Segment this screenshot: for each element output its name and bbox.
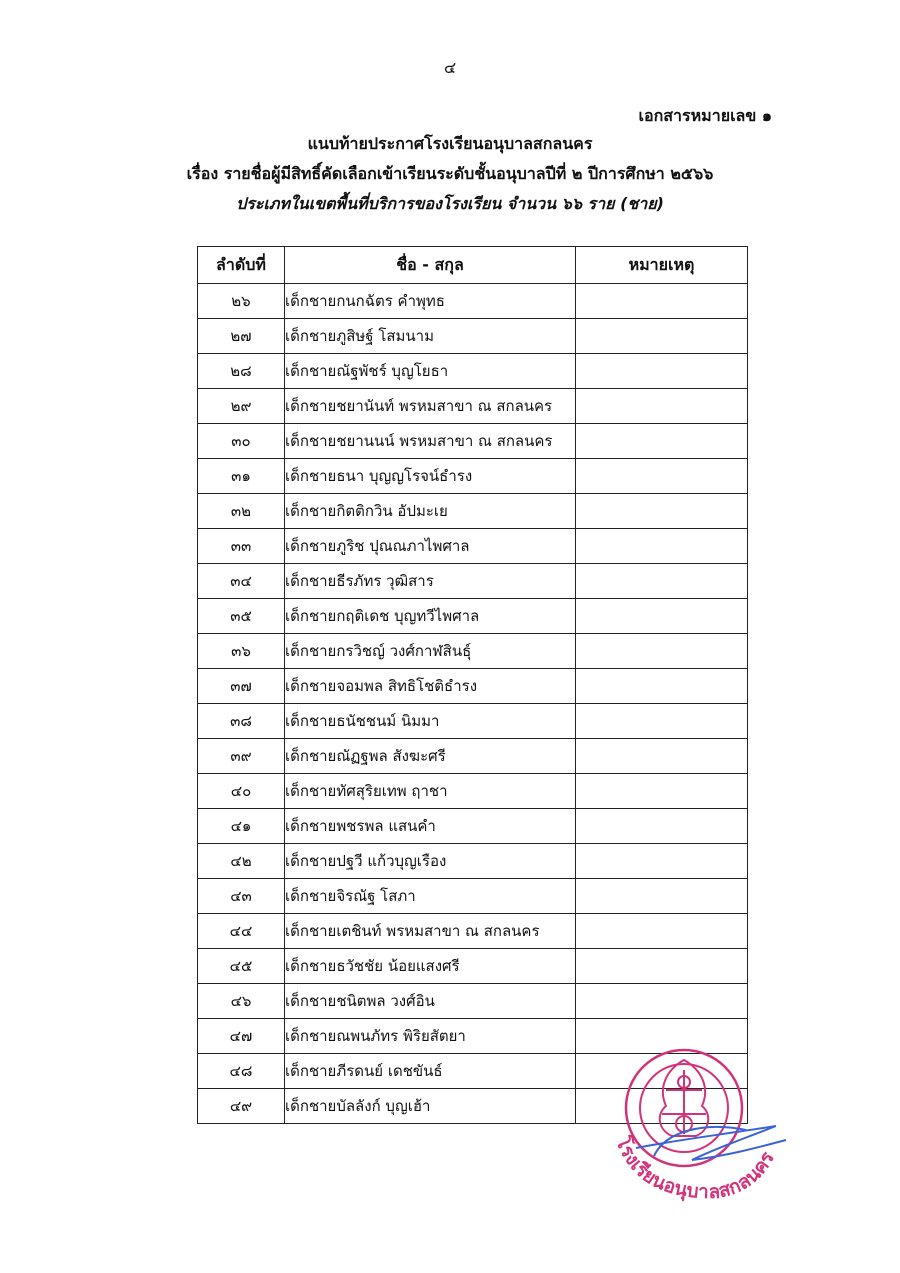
- table-row: [198, 599, 748, 634]
- row-note: [576, 389, 748, 424]
- row-name: เด็กชายจอมพล สิทธิโชติธำรง: [285, 669, 576, 704]
- header-name: ชื่อ - สกุล: [285, 247, 576, 284]
- header-order: ลำดับที่: [198, 247, 285, 284]
- row-order: ๓๓: [198, 529, 285, 564]
- row-note: [576, 879, 748, 914]
- row-note: [576, 984, 748, 1019]
- row-name: เด็กชายชยานนน์ พรหมสาขา ณ สกลนคร: [285, 424, 576, 459]
- row-name: เด็กชายบัลลังก์ บุญเฮ้า: [285, 1089, 576, 1124]
- heading-line-3: ประเภทในเขตพื้นที่บริการของโรงเรียน จำนวน ๖๖ ราย (ชาย): [236, 194, 664, 213]
- row-order: ๔๔: [198, 914, 285, 949]
- row-order: ๓๙: [198, 739, 285, 774]
- row-name: เด็กชายพชรพล แสนคำ: [285, 809, 576, 844]
- table-row: [198, 914, 748, 949]
- row-order: ๔๓: [198, 879, 285, 914]
- row-name: เด็กชายชยานันท์ พรหมสาขา ณ สกลนคร: [285, 389, 576, 424]
- table-row: [198, 634, 748, 669]
- heading-line-1: แนบท้ายประกาศโรงเรียนอนุบาลสกลนคร: [307, 134, 593, 153]
- row-name: เด็กชายธีรภัทร วุฒิสาร: [285, 564, 576, 599]
- table-row: [198, 424, 748, 459]
- row-order: ๓๕: [198, 599, 285, 634]
- row-order: ๓๖: [198, 634, 285, 669]
- row-name: เด็กชายปฐวี แก้วบุญเรือง: [285, 844, 576, 879]
- seal-text: โรงเรียนอนุบาลสกลนคร: [611, 1134, 779, 1204]
- table-row: [198, 354, 748, 389]
- row-note: [576, 669, 748, 704]
- table-row: [198, 529, 748, 564]
- row-order: ๔๙: [198, 1089, 285, 1124]
- table-row: [198, 284, 748, 319]
- row-order: ๔๗: [198, 1019, 285, 1054]
- table-row: [198, 809, 748, 844]
- row-name: เด็กชายณัฏฐพล สังฆะศรี: [285, 739, 576, 774]
- row-name: เด็กชายภูสิษฐ์ โสมนาม: [285, 319, 576, 354]
- table-row: [198, 564, 748, 599]
- row-order: ๒๗: [198, 319, 285, 354]
- row-order: ๓๑: [198, 459, 285, 494]
- table-row: [198, 949, 748, 984]
- row-note: [576, 529, 748, 564]
- row-order: ๔๘: [198, 1054, 285, 1089]
- svg-text:โรงเรียนอนุบาลสกลนคร: [611, 1133, 779, 1203]
- page-number: ๔: [443, 58, 457, 77]
- row-order: ๓๗: [198, 669, 285, 704]
- row-note: [576, 319, 748, 354]
- row-note: [576, 634, 748, 669]
- row-name: เด็กชายธนัชชนม์ นิมมา: [285, 704, 576, 739]
- row-order: ๒๖: [198, 284, 285, 319]
- table-row: [198, 739, 748, 774]
- row-note: [576, 564, 748, 599]
- row-name: เด็กชายธวัชชัย น้อยแสงศรี: [285, 949, 576, 984]
- row-order: ๓๐: [198, 424, 285, 459]
- row-name: เด็กชายภีรดนย์ เดชขันธ์: [285, 1054, 576, 1089]
- table-body: [198, 284, 748, 1124]
- row-order: ๔๖: [198, 984, 285, 1019]
- row-name: เด็กชายจิรณัฐ โสภา: [285, 879, 576, 914]
- table-header-row: [198, 247, 748, 284]
- row-order: ๔๐: [198, 774, 285, 809]
- school-seal-stamp: [596, 1030, 796, 1220]
- row-note: [576, 914, 748, 949]
- row-order: ๓๘: [198, 704, 285, 739]
- row-order: ๔๑: [198, 809, 285, 844]
- row-note: [576, 704, 748, 739]
- row-note: [576, 459, 748, 494]
- row-name: เด็กชายณัฐพัชร์ บุญโยธา: [285, 354, 576, 389]
- table-row: [198, 984, 748, 1019]
- row-name: เด็กชายกรวิชญ์ วงศ์กาฬสินธุ์: [285, 634, 576, 669]
- document-number: เอกสารหมายเลข ๑: [638, 106, 772, 125]
- heading-line-2: เรื่อง รายชื่อผู้มีสิทธิ์คัดเลือกเข้าเรียนระดับชั้นอนุบาลปีที่ ๒ ปีการศึกษา ๒๕๖๖: [186, 164, 714, 183]
- row-order: ๒๙: [198, 389, 285, 424]
- table-row: [198, 844, 748, 879]
- student-list-table: [197, 246, 748, 1124]
- table-row: [198, 879, 748, 914]
- table-row: [198, 669, 748, 704]
- row-order: ๔๕: [198, 949, 285, 984]
- row-name: เด็กชายธนา บุญญโรจน์ธำรง: [285, 459, 576, 494]
- table-row: [198, 494, 748, 529]
- row-note: [576, 949, 748, 984]
- row-note: [576, 809, 748, 844]
- row-note: [576, 424, 748, 459]
- row-note: [576, 774, 748, 809]
- row-name: เด็กชายกิตติกวิน อัปมะเย: [285, 494, 576, 529]
- row-order: ๓๒: [198, 494, 285, 529]
- row-note: [576, 494, 748, 529]
- row-note: [576, 739, 748, 774]
- row-name: เด็กชายณพนภัทร พิริยสัตยา: [285, 1019, 576, 1054]
- row-note: [576, 599, 748, 634]
- table-row: [198, 389, 748, 424]
- row-order: ๒๘: [198, 354, 285, 389]
- table-row: [198, 319, 748, 354]
- row-name: เด็กชายภูริช ปุณณภาไพศาล: [285, 529, 576, 564]
- row-note: [576, 844, 748, 879]
- row-note: [576, 284, 748, 319]
- table-row: [198, 774, 748, 809]
- row-order: ๔๒: [198, 844, 285, 879]
- table-row: [198, 704, 748, 739]
- row-note: [576, 354, 748, 389]
- row-name: เด็กชายชนิตพล วงศ์อิน: [285, 984, 576, 1019]
- row-name: เด็กชายทัศสุริยเทพ ฤาชา: [285, 774, 576, 809]
- row-name: เด็กชายเตชินท์ พรหมสาขา ณ สกลนคร: [285, 914, 576, 949]
- row-name: เด็กชายกนกฉัตร คำพุทธ: [285, 284, 576, 319]
- row-order: ๓๔: [198, 564, 285, 599]
- header-note: หมายเหตุ: [576, 247, 748, 284]
- table-row: [198, 459, 748, 494]
- row-name: เด็กชายกฤติเดช บุญทวีไพศาล: [285, 599, 576, 634]
